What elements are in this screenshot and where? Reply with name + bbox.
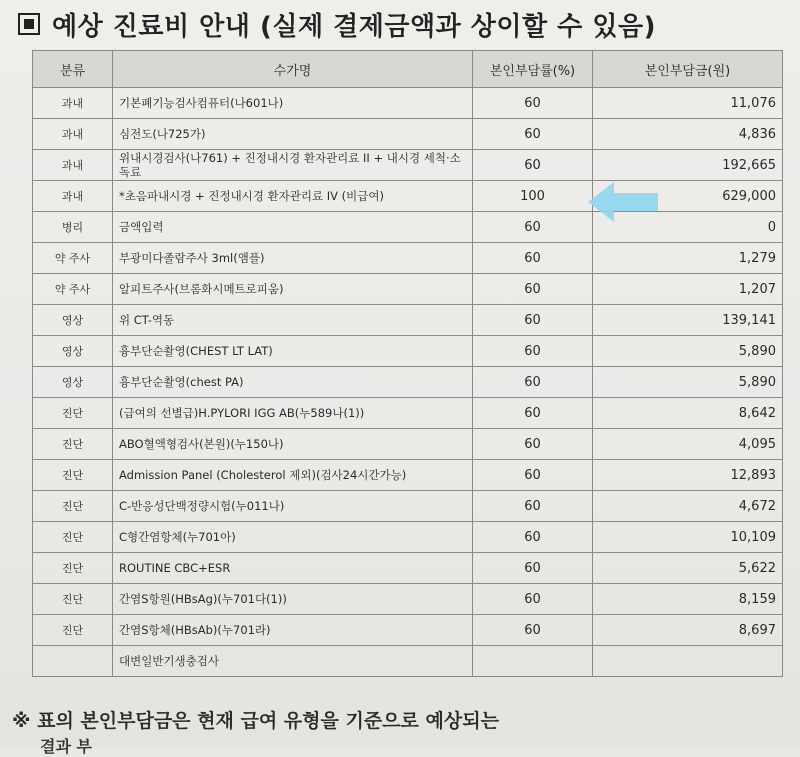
row-category: 병리 bbox=[33, 212, 113, 243]
table-row bbox=[33, 584, 783, 615]
row-copay-rate: 60 bbox=[473, 429, 593, 460]
row-item-name: ABO혈액형검사(본원)(누150나) bbox=[113, 429, 473, 460]
row-item-name: 금액입력 bbox=[113, 212, 473, 243]
footnote: ※ 표의 본인부담금은 현재 급여 유형을 기준으로 예상되는 bbox=[12, 710, 499, 732]
table-row bbox=[33, 522, 783, 553]
table-row bbox=[33, 88, 783, 119]
table-row bbox=[33, 150, 783, 181]
row-item-name: 흉부단순촬영(CHEST LT LAT) bbox=[113, 336, 473, 367]
row-item-name: 알피트주사(브롬화시메트로피움) bbox=[113, 274, 473, 305]
page-title-text: 예상 진료비 안내 (실제 결제금액과 상이할 수 있음) bbox=[52, 11, 656, 42]
row-copay-amount: 192,665 bbox=[593, 150, 783, 181]
row-copay-rate: 60 bbox=[473, 88, 593, 119]
table-row bbox=[33, 336, 783, 367]
row-category: 진단 bbox=[33, 398, 113, 429]
row-category: 과내 bbox=[33, 150, 113, 181]
table-row bbox=[33, 119, 783, 150]
row-category: 진단 bbox=[33, 553, 113, 584]
table-row bbox=[33, 460, 783, 491]
row-category: 약 주사 bbox=[33, 243, 113, 274]
row-item-name: 기본폐기능검사컴퓨터(나601나) bbox=[113, 88, 473, 119]
boxed-square-icon bbox=[18, 13, 40, 35]
row-item-name: 부광미다졸람주사 3ml(앰플) bbox=[113, 243, 473, 274]
row-category: 진단 bbox=[33, 522, 113, 553]
row-copay-rate: 60 bbox=[473, 274, 593, 305]
row-copay-rate: 100 bbox=[473, 181, 593, 212]
row-copay-amount: 4,836 bbox=[593, 119, 783, 150]
table-body bbox=[33, 88, 783, 677]
row-copay-amount: 1,207 bbox=[593, 274, 783, 305]
row-category: 진단 bbox=[33, 429, 113, 460]
row-category bbox=[33, 646, 113, 677]
row-copay-amount: 5,622 bbox=[593, 553, 783, 584]
row-category: 영상 bbox=[33, 336, 113, 367]
row-copay-rate: 60 bbox=[473, 522, 593, 553]
row-copay-amount: 4,095 bbox=[593, 429, 783, 460]
row-copay-amount: 10,109 bbox=[593, 522, 783, 553]
table-row bbox=[33, 274, 783, 305]
row-item-name: 대변일반기생충검사 bbox=[113, 646, 473, 677]
row-item-name: 간염S항원(HBsAg)(누701다(1)) bbox=[113, 584, 473, 615]
table-row bbox=[33, 615, 783, 646]
row-copay-rate: 60 bbox=[473, 336, 593, 367]
row-category: 진단 bbox=[33, 491, 113, 522]
header-copay-amount: 본인부담금(원) bbox=[593, 51, 783, 88]
row-copay-amount: 8,697 bbox=[593, 615, 783, 646]
table-row bbox=[33, 243, 783, 274]
row-copay-rate: 60 bbox=[473, 119, 593, 150]
header-category: 분류 bbox=[33, 51, 113, 88]
row-copay-amount: 12,893 bbox=[593, 460, 783, 491]
row-item-name: ROUTINE CBC+ESR bbox=[113, 553, 473, 584]
row-item-name: C형간염항체(누701아) bbox=[113, 522, 473, 553]
row-item-name: 간염S항체(HBsAb)(누701라) bbox=[113, 615, 473, 646]
row-copay-amount: 5,890 bbox=[593, 336, 783, 367]
row-copay-rate: 60 bbox=[473, 553, 593, 584]
row-item-name: 위 CT-역동 bbox=[113, 305, 473, 336]
table-row bbox=[33, 646, 783, 677]
table-row bbox=[33, 305, 783, 336]
row-category: 진단 bbox=[33, 615, 113, 646]
table-row bbox=[33, 553, 783, 584]
row-copay-rate: 60 bbox=[473, 398, 593, 429]
row-item-name: Admission Panel (Cholesterol 제외)(검사24시간가능) bbox=[113, 460, 473, 491]
row-copay-rate: 60 bbox=[473, 367, 593, 398]
page-title bbox=[18, 4, 656, 44]
row-copay-amount: 8,642 bbox=[593, 398, 783, 429]
row-copay-amount: 0 bbox=[593, 212, 783, 243]
left-arrow-icon bbox=[588, 180, 660, 224]
row-item-name: C-반응성단백정량시험(누011나) bbox=[113, 491, 473, 522]
row-category: 과내 bbox=[33, 119, 113, 150]
row-copay-rate: 60 bbox=[473, 615, 593, 646]
row-category: 과내 bbox=[33, 88, 113, 119]
row-copay-amount: 4,672 bbox=[593, 491, 783, 522]
row-copay-amount bbox=[593, 646, 783, 677]
fee-table bbox=[32, 50, 783, 677]
header-copay-rate: 본인부담률(%) bbox=[473, 51, 593, 88]
row-item-name: (급여의 선별급)H.PYLORI IGG AB(누589나(1)) bbox=[113, 398, 473, 429]
row-category: 과내 bbox=[33, 181, 113, 212]
row-copay-amount: 629,000 bbox=[593, 181, 783, 212]
row-copay-amount: 8,159 bbox=[593, 584, 783, 615]
table-header-row bbox=[33, 51, 783, 88]
row-copay-amount: 139,141 bbox=[593, 305, 783, 336]
row-item-name: 흉부단순촬영(chest PA) bbox=[113, 367, 473, 398]
table-row bbox=[33, 181, 783, 212]
row-copay-amount: 11,076 bbox=[593, 88, 783, 119]
row-category: 진단 bbox=[33, 584, 113, 615]
row-category: 진단 bbox=[33, 460, 113, 491]
row-copay-rate: 60 bbox=[473, 243, 593, 274]
row-copay-rate: 60 bbox=[473, 584, 593, 615]
row-copay-rate: 60 bbox=[473, 305, 593, 336]
table-row bbox=[33, 367, 783, 398]
footnote-continued: 결과 부 bbox=[40, 737, 92, 756]
row-item-name: 심전도(나725가) bbox=[113, 119, 473, 150]
row-copay-amount: 1,279 bbox=[593, 243, 783, 274]
table-row bbox=[33, 398, 783, 429]
row-category: 영상 bbox=[33, 305, 113, 336]
row-copay-rate: 60 bbox=[473, 150, 593, 181]
row-item-name: *초음파내시경 + 진정내시경 환자관리료 IV (비급여) bbox=[113, 181, 473, 212]
row-copay-rate: 60 bbox=[473, 491, 593, 522]
row-copay-amount: 5,890 bbox=[593, 367, 783, 398]
row-category: 영상 bbox=[33, 367, 113, 398]
row-copay-rate: 60 bbox=[473, 212, 593, 243]
table-row bbox=[33, 212, 783, 243]
row-copay-rate bbox=[473, 646, 593, 677]
row-category: 약 주사 bbox=[33, 274, 113, 305]
row-copay-rate: 60 bbox=[473, 460, 593, 491]
table-row bbox=[33, 429, 783, 460]
row-item-name: 위내시경검사(나761) + 진정내시경 환자관리료 II + 내시경 세척·소독료 bbox=[113, 150, 473, 181]
header-item-name: 수가명 bbox=[113, 51, 473, 88]
table-row bbox=[33, 491, 783, 522]
